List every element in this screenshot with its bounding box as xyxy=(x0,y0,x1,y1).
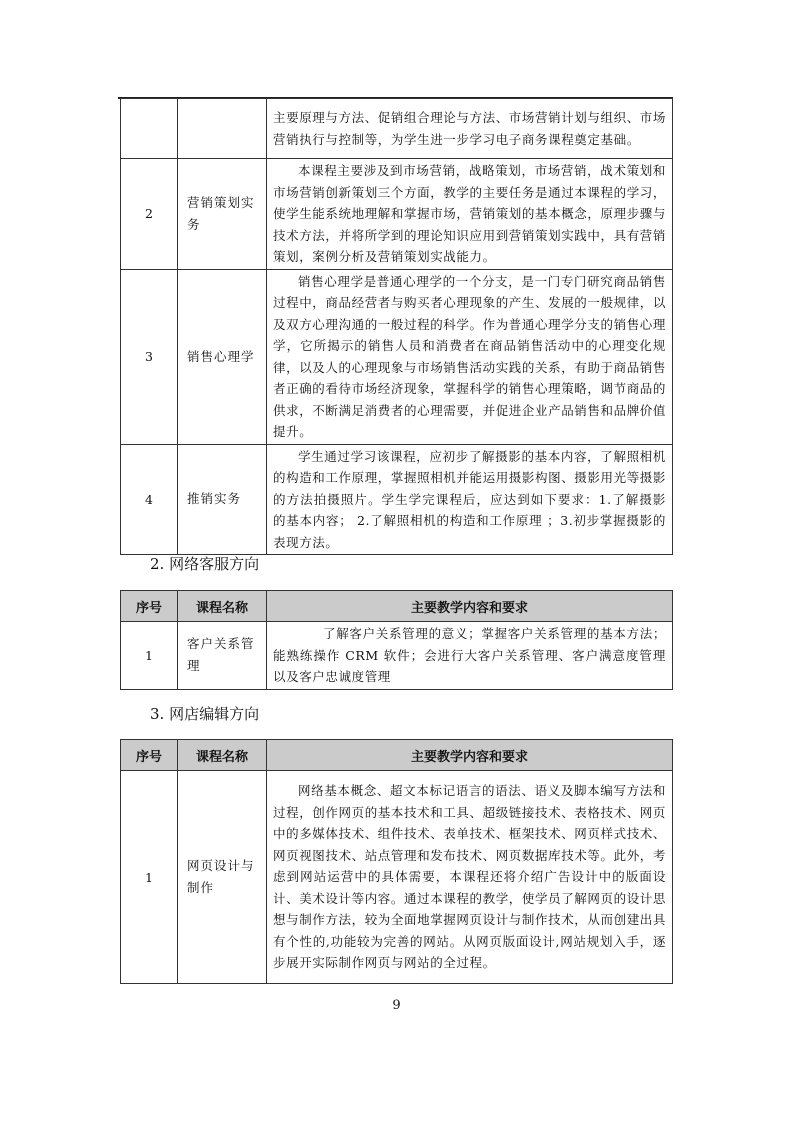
table-header-row xyxy=(121,591,673,622)
course-description: 主要原理与方法、促销组合理论与方法、市场营销计划与组织、市场营销执行与控制等，为学生进一步学习电子商务课程奠定基础。 xyxy=(267,99,673,159)
row-number: 1 xyxy=(121,771,178,984)
course-description: 了解客户关系管理的意义；掌握客户关系管理的基本方法；能熟练操作 CRM 软件；会进行大客户关系管理、客户满意度管理以及客户忠诚度管理 xyxy=(267,622,673,690)
section-heading-customer-service: 2. 网络客服方向 xyxy=(150,555,260,573)
course-description: 销售心理学是普通心理学的一个分支，是一门专门研究商品销售过程中，商品经营者与购买者心理现象的产生、发展的一般规律，以及双方心理沟通的一般过程的科学。作为普通心理学分支的销售心理学，它所揭示的销售人员和消费者在商品销售活动中的心理变化规律，以及人的心理现象与市场销售活动实践的关系，有助于商品销售者正确的看待市场经济现象，掌握科学的销售心理策略，调节商品的供求，不断满足消费者的心理需要，并促进企业产品销售和品牌价值提升。 xyxy=(267,269,673,444)
header-content: 主要教学内容和要求 xyxy=(267,591,673,622)
row-number: 3 xyxy=(121,269,178,444)
course-name: 推销实务 xyxy=(178,444,267,555)
header-number: 序号 xyxy=(121,740,178,771)
table-header-row xyxy=(121,740,673,771)
header-course-name: 课程名称 xyxy=(178,591,267,622)
course-name: 网页设计与制作 xyxy=(178,771,267,984)
course-description: 网络基本概念、超文本标记语言的语法、语义及脚本编写方法和过程，创作网页的基本技术和工具、超级链接技术、表格技术、网页中的多媒体技术、组件技术、表单技术、框架技术、网页样式技术、网页视图技术、站点管理和发布技术、网页数据库技术等。此外，考虑到网站运营中的具体需要，本课程还将介绍广告设计中的版面设计、美术设计等内容。通过本课程的教学，使学员了解网页的设计思想与制作方法，较为全面地掌握网页设计与制作技术，从而创建出具有个性的,功能较为完善的网站。从网页版面设计,网站规划入手，逐步展开实际制作网页与网站的全过程。 xyxy=(267,771,673,984)
table-row xyxy=(121,622,673,690)
course-name: 销售心理学 xyxy=(178,269,267,444)
table-row xyxy=(121,444,673,555)
section-heading-shop-editing: 3. 网店编辑方向 xyxy=(150,705,260,723)
row-number: 1 xyxy=(121,622,178,690)
header-number: 序号 xyxy=(121,591,178,622)
course-name: 客户关系管理 xyxy=(178,622,267,690)
row-number: 4 xyxy=(121,444,178,555)
course-name xyxy=(178,99,267,159)
course-name: 营销策划实务 xyxy=(178,159,267,270)
course-description: 学生通过学习该课程，应初步了解摄影的基本内容，了解照相机的构造和工作原理，掌握照相机并能运用摄影构图、摄影用光等摄影的方法拍摄照片。学生学完课程后，应达到如下要求：1.了解摄影的基本内容； 2.了解照相机的构造和工作原理 ；3.初步掌握摄影的表现方法。 xyxy=(267,444,673,555)
page-number: 9 xyxy=(392,998,401,1013)
course-table-marketing xyxy=(120,98,673,555)
header-content: 主要教学内容和要求 xyxy=(267,740,673,771)
table-row xyxy=(121,99,673,159)
table-row xyxy=(121,159,673,270)
row-number: 2 xyxy=(121,159,178,270)
header-course-name: 课程名称 xyxy=(178,740,267,771)
course-table-customer-service xyxy=(120,590,673,690)
course-description: 本课程主要涉及到市场营销，战略策划，市场营销，战术策划和市场营销创新策划三个方面，教学的主要任务是通过本课程的学习，使学生能系统地理解和掌握市场，营销策划的基本概念，原理步骤与技术方法，并将所学到的理论知识应用到营销策划实践中，具有营销策划，案例分析及营销策划实战能力。 xyxy=(267,159,673,270)
table-row xyxy=(121,269,673,444)
table-row xyxy=(121,771,673,984)
row-number xyxy=(121,99,178,159)
course-table-shop-editing xyxy=(120,739,673,984)
